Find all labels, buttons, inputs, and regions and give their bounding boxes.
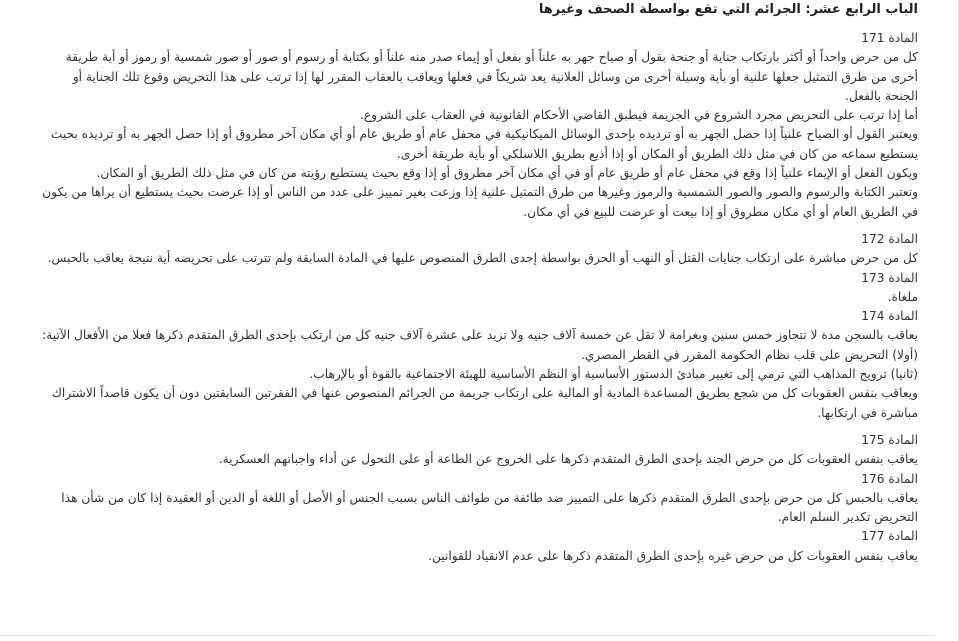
article-paragraph: (أولا) التحريض على قلب نظام الحكومة المقرر في القطر المصري. <box>580 347 918 362</box>
chapter-title: الباب الرابع عشر: الجرائم التي تقع بواسطة الصحف وغيرها <box>538 2 918 17</box>
article-paragraph: يعاقب بنفس العقوبات كل من حرض غيره بإحدى الطرق المتقدم ذكرها على عدم الانقياد للقوانين. <box>428 548 918 563</box>
document-body <box>38 0 918 566</box>
article-171 <box>38 29 918 222</box>
article-title: المادة 173 <box>861 270 918 285</box>
spacer <box>38 222 918 230</box>
article-title: المادة 172 <box>861 231 918 246</box>
article-paragraph: ويكون الفعل أو الإيماء علنياً إذا وقع في محفل عام أو طريق عام أو في أي مكان آخر مطروق أو إذا وقع بحيث يستطيع رؤيته من كان في مثل ذلك الطريق أو المكان. <box>96 166 918 181</box>
article-paragraph: أما إذا ترتب على التحريض مجرد الشروع في الجريمة فيطبق القاضي الأحكام القانونية في العقاب على الشروع. <box>360 108 918 123</box>
article-172 <box>38 230 918 269</box>
article-paragraph: ملغاة. <box>887 289 918 304</box>
article-paragraph: وتعتبر الكتابة والرسوم والصور والصور الشمسية والرموز وغيرها من طرق التمثيل علنية إذا وزعت بغير تمييز على عدد من الناس أو إذا عرضت بحيث يستطيع أن يراها من يكون في الطريق العام أو أي مكان مطروق أو إذا بيعت أو عرضت للبيع في أي مكان. <box>42 185 918 219</box>
article-176 <box>38 470 918 528</box>
article-title: المادة 171 <box>861 31 918 45</box>
article-173 <box>38 269 918 308</box>
article-title: المادة 176 <box>861 471 918 486</box>
article-paragraph: يعاقب بنفس العقوبات كل من حرض الجند بإحدى الطرق المتقدم ذكرها على الخروج عن الطاعة أو على التحول عن أداء واجباتهم العسكرية. <box>218 452 918 467</box>
article-title: المادة 175 <box>861 432 918 447</box>
article-175 <box>38 431 918 470</box>
article-paragraph: ويعتبر القول أو الصياح علنياً إذا حصل الجهر به أو ترديده بإحدى الوسائل الميكانيكية في محفل عام أو طريق عام أو أي مكان آخر مطروق أو إذا حصل الجهر به أو ترديده بحيث يستطيع سماعه من كان في مثل ذلك الطريق أو المكان أو إذا أذيع بطريق اللاسلكي أو بأية طريقة أخرى. <box>50 127 918 161</box>
article-paragraph: كل من حرض مباشرة على ارتكاب جنايات القتل أو النهب أو الحرق بواسطة إحدى الطرق المنصوص عليها في المادة السابقة ولم تترتب على تحريضه أية نتيجة يعاقب بالحبس. <box>47 251 918 266</box>
spacer <box>38 423 918 431</box>
article-paragraph: ويعاقب بنفس العقوبات كل من شجع بطريق المساعدة المادية أو المالية على ارتكاب جريمة من الجرائم المنصوص عنها في الفقرتين السابقتين دون أن يكون قاصداً الاشتراك مباشرة في ارتكابها. <box>51 386 918 420</box>
article-title: المادة 177 <box>861 529 918 544</box>
article-174 <box>38 307 918 423</box>
article-title: المادة 174 <box>861 309 918 324</box>
article-paragraph: كل من حرض واحداً أو أكثر بارتكاب جناية أو جنحة بقول أو صياح جهر به علناً أو بفعل أو إيماء صدر منه علناً أو بكتابة أو رسوم أو صور أو صور شمسية أو رموز أو أية طريقة أخرى من طرق التمثيل جعلها علنية أو بأية وسيلة أخرى من وسائل العلانية يعد شريكاً في فعلها ويعاقب بالعقاب المقرر لها إذا ترتب على هذا التحريض وقوع تلك الجناية أو الجنحة بالفعل. <box>65 50 918 103</box>
article-paragraph: (ثانيا) ترويج المذاهب التي ترمي إلى تغيير مبادئ الدستور الأساسية أو النظم الأساسية للهيئة الاجتماعية بالقوة أو بالإرهاب. <box>309 367 918 382</box>
article-paragraph: يعاقب بالحبس كل من حرض بإحدى الطرق المتقدم ذكرها على التمييز ضد طائفة من طوائف الناس بسبب الجنس أو الأصل أو اللغة أو الدين أو العقيدة إذا كان من شأن هذا التحريض تكدير السلم العام. <box>61 490 918 525</box>
article-177 <box>38 527 918 566</box>
article-paragraph: يعاقب بالسجن مدة لا تتجاوز خمس سنين وبغرامة لا تقل عن خمسة آلاف جنيه ولا تزيد على عشرة آلاف جنيه كل من ارتكب بإحدى الطرق المتقدم ذكرها فعلا من الأفعال الآتية: <box>42 328 918 343</box>
divider <box>0 635 935 636</box>
spacer <box>38 20 918 29</box>
